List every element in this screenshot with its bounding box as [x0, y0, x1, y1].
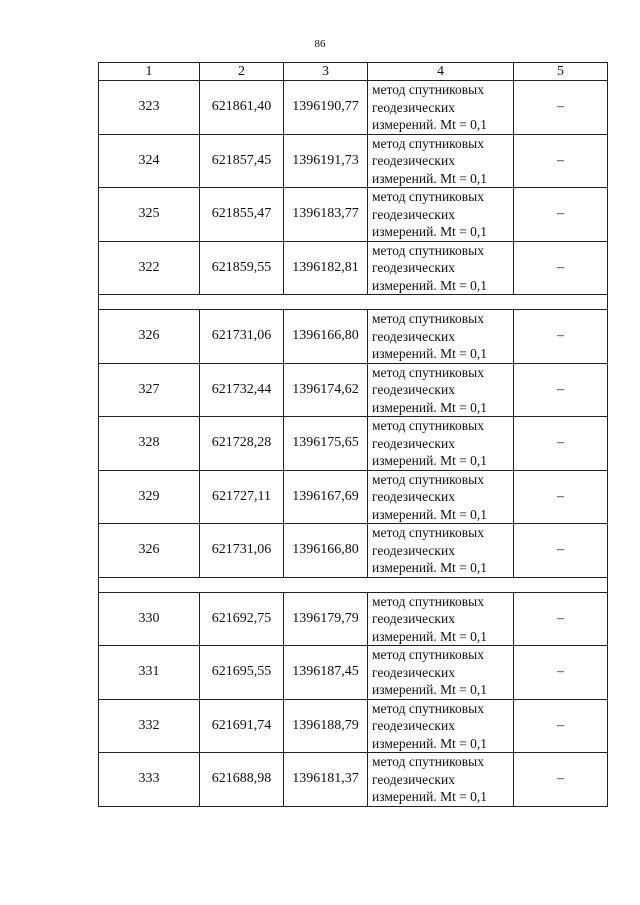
note-cell: – — [514, 310, 608, 364]
method-cell — [368, 188, 514, 242]
point-number-cell: 326 — [99, 310, 200, 364]
method-line: измерений. Mt = 0,1 — [372, 117, 488, 132]
method-cell — [368, 310, 514, 364]
method-line: геодезических — [372, 718, 455, 733]
x-coordinate-cell: 621855,47 — [200, 188, 284, 242]
x-coordinate-cell: 621727,11 — [200, 470, 284, 524]
y-coordinate-cell: 1396182,81 — [284, 241, 368, 295]
method-line: геодезических — [372, 771, 455, 787]
point-number-cell: 326 — [99, 524, 200, 578]
method-cell — [368, 134, 514, 188]
method-line: геодезических — [372, 260, 455, 275]
method-line: метод спутниковых — [372, 418, 484, 433]
method-line: измерений. Mt = 0,1 — [372, 506, 488, 522]
y-coordinate-cell: 1396175,65 — [284, 417, 368, 471]
column-header: 5 — [514, 63, 608, 81]
y-coordinate-cell: 1396183,77 — [284, 188, 368, 242]
note-cell: – — [514, 524, 608, 578]
method-line: геодезических — [372, 611, 455, 626]
method-line: измерений. Mt = 0,1 — [372, 628, 488, 644]
method-line: геодезических — [372, 99, 455, 115]
y-coordinate-cell: 1396188,79 — [284, 699, 368, 753]
method-cell — [368, 646, 514, 700]
method-cell — [368, 417, 514, 471]
method-line: геодезических — [372, 489, 455, 504]
x-coordinate-cell: 621732,44 — [200, 363, 284, 417]
column-header: 1 — [99, 63, 200, 81]
table-header-row — [99, 63, 608, 81]
method-line: метод спутниковых — [372, 242, 484, 258]
point-number-cell: 324 — [99, 134, 200, 188]
method-line: метод спутниковых — [372, 593, 484, 609]
method-line: измерений. Mt = 0,1 — [372, 277, 488, 293]
coordinates-table — [98, 62, 608, 807]
method-line: метод спутниковых — [372, 82, 484, 97]
method-cell — [368, 363, 514, 417]
group-separator-cell — [99, 295, 608, 310]
method-cell — [368, 699, 514, 753]
method-line: метод спутниковых — [372, 647, 484, 662]
table-row — [99, 363, 608, 417]
table-row — [99, 81, 608, 135]
note-cell: – — [514, 134, 608, 188]
method-line: геодезических — [372, 328, 455, 344]
group-separator-row — [99, 577, 608, 592]
method-cell — [368, 753, 514, 807]
method-line: метод спутниковых — [372, 311, 484, 326]
x-coordinate-cell: 621728,28 — [200, 417, 284, 471]
method-line: измерений. Mt = 0,1 — [372, 789, 488, 804]
group-separator-cell — [99, 577, 608, 592]
method-line: геодезических — [372, 435, 455, 451]
point-number-cell: 333 — [99, 753, 200, 807]
method-line: геодезических — [372, 206, 455, 222]
y-coordinate-cell: 1396179,79 — [284, 592, 368, 646]
note-cell: – — [514, 592, 608, 646]
method-cell — [368, 524, 514, 578]
table-row — [99, 524, 608, 578]
method-line: измерений. Mt = 0,1 — [372, 453, 488, 468]
y-coordinate-cell: 1396166,80 — [284, 524, 368, 578]
method-line: измерений. Mt = 0,1 — [372, 682, 488, 697]
method-line: метод спутниковых — [372, 754, 484, 769]
x-coordinate-cell: 621695,55 — [200, 646, 284, 700]
table-row — [99, 188, 608, 242]
group-separator-row — [99, 295, 608, 310]
note-cell: – — [514, 241, 608, 295]
x-coordinate-cell: 621857,45 — [200, 134, 284, 188]
note-cell: – — [514, 646, 608, 700]
table-row — [99, 241, 608, 295]
x-coordinate-cell: 621861,40 — [200, 81, 284, 135]
point-number-cell: 332 — [99, 699, 200, 753]
method-line: метод спутниковых — [372, 700, 484, 716]
note-cell: – — [514, 753, 608, 807]
method-cell — [368, 81, 514, 135]
note-cell: – — [514, 417, 608, 471]
method-line: геодезических — [372, 153, 455, 168]
point-number-cell: 330 — [99, 592, 200, 646]
point-number-cell: 329 — [99, 470, 200, 524]
y-coordinate-cell: 1396166,80 — [284, 310, 368, 364]
method-line: геодезических — [372, 382, 455, 397]
column-header: 2 — [200, 63, 284, 81]
method-line: метод спутниковых — [372, 189, 484, 204]
table-row — [99, 417, 608, 471]
point-number-cell: 331 — [99, 646, 200, 700]
method-line: геодезических — [372, 664, 455, 680]
note-cell: – — [514, 699, 608, 753]
method-line: измерений. Mt = 0,1 — [372, 399, 488, 415]
point-number-cell: 323 — [99, 81, 200, 135]
point-number-cell: 325 — [99, 188, 200, 242]
x-coordinate-cell: 621688,98 — [200, 753, 284, 807]
x-coordinate-cell: 621692,75 — [200, 592, 284, 646]
table-row — [99, 753, 608, 807]
table-row — [99, 470, 608, 524]
method-line: измерений. Mt = 0,1 — [372, 735, 488, 751]
column-header: 4 — [368, 63, 514, 81]
y-coordinate-cell: 1396174,62 — [284, 363, 368, 417]
method-line: геодезических — [372, 542, 455, 558]
point-number-cell: 322 — [99, 241, 200, 295]
y-coordinate-cell: 1396187,45 — [284, 646, 368, 700]
point-number-cell: 327 — [99, 363, 200, 417]
note-cell: – — [514, 470, 608, 524]
method-cell — [368, 592, 514, 646]
column-header: 3 — [284, 63, 368, 81]
y-coordinate-cell: 1396191,73 — [284, 134, 368, 188]
method-line: измерений. Mt = 0,1 — [372, 170, 488, 186]
method-cell — [368, 241, 514, 295]
method-line: измерений. Mt = 0,1 — [372, 346, 488, 361]
method-line: измерений. Mt = 0,1 — [372, 224, 488, 239]
table-row — [99, 646, 608, 700]
note-cell: – — [514, 81, 608, 135]
method-line: метод спутниковых — [372, 135, 484, 151]
table-row — [99, 699, 608, 753]
x-coordinate-cell: 621731,06 — [200, 524, 284, 578]
note-cell: – — [514, 363, 608, 417]
method-cell — [368, 470, 514, 524]
method-line: метод спутниковых — [372, 471, 484, 487]
method-line: метод спутниковых — [372, 364, 484, 380]
y-coordinate-cell: 1396190,77 — [284, 81, 368, 135]
table-row — [99, 592, 608, 646]
y-coordinate-cell: 1396167,69 — [284, 470, 368, 524]
table-body — [99, 63, 608, 807]
note-cell: – — [514, 188, 608, 242]
table-row — [99, 310, 608, 364]
page-number: 86 — [314, 38, 326, 50]
x-coordinate-cell: 621731,06 — [200, 310, 284, 364]
x-coordinate-cell: 621859,55 — [200, 241, 284, 295]
method-line: измерений. Mt = 0,1 — [372, 560, 488, 575]
x-coordinate-cell: 621691,74 — [200, 699, 284, 753]
method-line: метод спутниковых — [372, 525, 484, 540]
y-coordinate-cell: 1396181,37 — [284, 753, 368, 807]
table-row — [99, 134, 608, 188]
point-number-cell: 328 — [99, 417, 200, 471]
